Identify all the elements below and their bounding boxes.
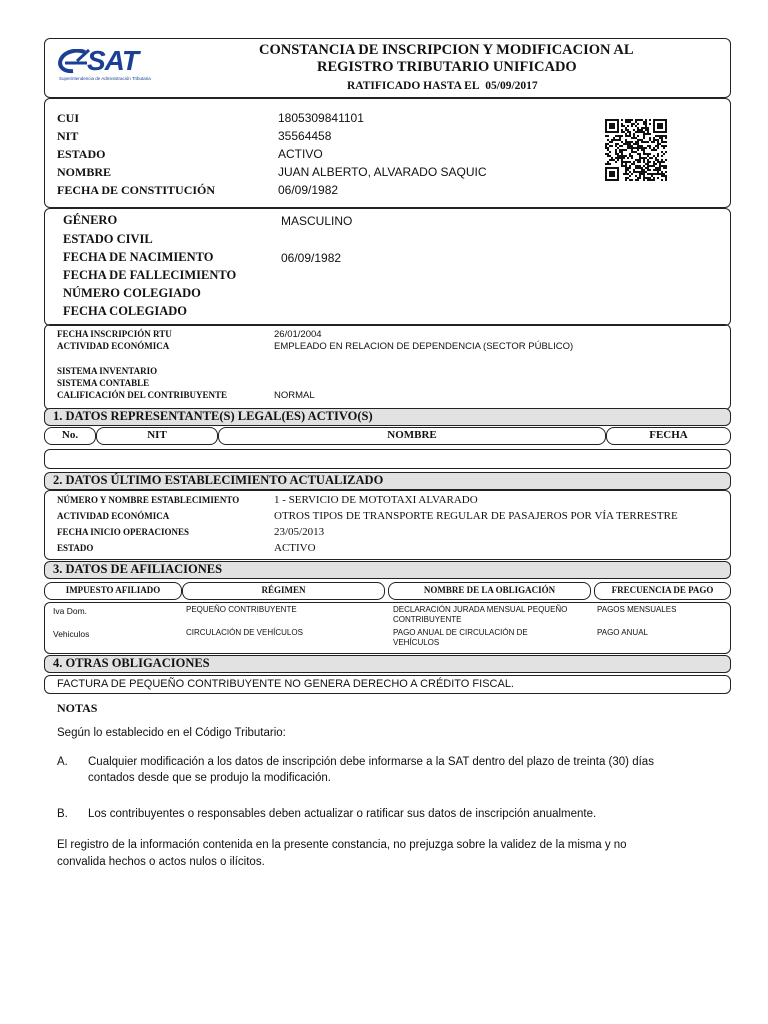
sat-logo-subtext: Superintendencia de Administración Tributaria — [59, 76, 151, 81]
section2-box — [44, 490, 731, 560]
section1-empty-row — [44, 449, 731, 469]
actividad-economica-est-label: ACTIVIDAD ECONÓMICA — [57, 511, 170, 521]
estado-est-value: ACTIVO — [274, 542, 316, 554]
calificacion-label: CALIFICACIÓN DEL CONTRIBUYENTE — [57, 390, 228, 400]
sat-logo — [57, 43, 175, 83]
genero-value: MASCULINO — [281, 214, 353, 228]
fecha-inicio-operaciones-value: 23/05/2013 — [274, 526, 325, 538]
obligacion-cell: PAGO ANUAL DE CIRCULACIÓN DE — [393, 628, 528, 637]
fecha-constitucion-value: 06/09/1982 — [278, 183, 339, 197]
section2-title: 2. DATOS ÚLTIMO ESTABLECIMIENTO ACTUALIZADO — [53, 473, 384, 487]
nit-value: 35564458 — [278, 129, 332, 143]
fecha-inscripcion-rtu-label: FECHA INSCRIPCIÓN RTU — [57, 329, 172, 339]
actividad-economica-label: ACTIVIDAD ECONÓMICA — [57, 341, 170, 351]
col-nombre: NOMBRE — [218, 427, 606, 445]
section4-title: 4. OTRAS OBLIGACIONES — [53, 656, 210, 670]
ratificado-hasta — [347, 80, 538, 92]
notes-final-line1: El registro de la información contenida en la presente constancia, no prejuzga sobre la validez de la misma y no — [57, 839, 627, 851]
note-a-line2: contados desde que se produjo la modificación. — [88, 772, 331, 784]
col-frecuencia-pago: FRECUENCIA DE PAGO — [594, 582, 731, 600]
obligacion-cell-line2: VEHÍCULOS — [393, 638, 440, 647]
section3-title: 3. DATOS DE AFILIACIONES — [53, 562, 223, 576]
establecimiento-value: 1 - SERVICIO DE MOTOTAXI ALVARADO — [274, 494, 478, 506]
actividad-economica-est-value: OTROS TIPOS DE TRANSPORTE REGULAR DE PASAJEROS POR VÍA TERRESTRE — [274, 510, 678, 522]
identity-box — [44, 98, 731, 208]
ratificado-label: RATIFICADO HASTA EL — [347, 80, 480, 92]
fecha-nacimiento-label: FECHA DE NACIMIENTO — [63, 250, 214, 264]
fecha-inicio-operaciones-label: FECHA INICIO OPERACIONES — [57, 527, 190, 537]
estado-est-label: ESTADO — [57, 543, 94, 553]
sat-logo-text: SAT — [87, 45, 138, 76]
section1-title-bar — [44, 408, 731, 426]
regimen-cell: PEQUEÑO CONTRIBUYENTE — [186, 605, 297, 614]
obligacion-cell: DECLARACIÓN JURADA MENSUAL PEQUEÑO — [393, 605, 568, 614]
genero-label: GÉNERO — [63, 213, 118, 227]
note-a-line1: Cualquier modificación a los datos de inscripción debe informarse a la SAT dentro del plazo de treinta (30) días — [88, 756, 654, 768]
frecuencia-cell: PAGO ANUAL — [597, 628, 648, 637]
fecha-fallecimiento-label: FECHA DE FALLECIMIENTO — [63, 268, 237, 282]
estado-civil-label: ESTADO CIVIL — [63, 232, 153, 246]
frecuencia-cell: PAGOS MENSUALES — [597, 605, 677, 614]
fecha-inscripcion-rtu-value: 26/01/2004 — [274, 329, 322, 340]
calificacion-value: NORMAL — [274, 390, 315, 401]
establecimiento-label: NÚMERO Y NOMBRE ESTABLECIMIENTO — [57, 495, 240, 505]
col-fecha: FECHA — [606, 427, 731, 445]
col-impuesto-afiliado: IMPUESTO AFILIADO — [44, 582, 182, 600]
col-regimen: RÉGIMEN — [182, 582, 385, 600]
impuesto-cell: Iva Dom. — [53, 606, 88, 616]
sistema-inventario-label: SISTEMA INVENTARIO — [57, 366, 158, 376]
notes-title: NOTAS — [57, 701, 98, 715]
obligacion-cell-line2: CONTRIBUYENTE — [393, 615, 462, 624]
section3-table — [44, 602, 731, 654]
cui-value: 1805309841101 — [278, 111, 364, 125]
note-a-letter: A. — [57, 756, 68, 768]
note-b-text: Los contribuyentes o responsables deben actualizar o ratificar sus datos de inscripción anualmente. — [88, 808, 597, 820]
estado-value: ACTIVO — [278, 147, 323, 161]
section3-title-bar — [44, 561, 731, 579]
section2-title-bar — [44, 472, 731, 490]
header-box — [44, 38, 731, 98]
cui-label: CUI — [57, 111, 80, 125]
nombre-value: JUAN ALBERTO, ALVARADO SAQUIC — [278, 165, 487, 179]
impuesto-cell: Vehiculos — [53, 629, 90, 639]
sistema-contable-label: SISTEMA CONTABLE — [57, 378, 150, 388]
nombre-label: NOMBRE — [57, 165, 111, 179]
fecha-constitucion-label: FECHA DE CONSTITUCIÓN — [57, 183, 216, 197]
fecha-nacimiento-value: 06/09/1982 — [281, 251, 342, 265]
personal-box — [44, 208, 731, 326]
notes-intro: Según lo establecido en el Código Tributario: — [57, 727, 286, 739]
section4-box — [44, 675, 731, 694]
otras-obligaciones-text: FACTURA DE PEQUEÑO CONTRIBUYENTE NO GENERA DERECHO A CRÉDITO FISCAL. — [57, 678, 514, 690]
notes-final-line2: convalida hechos o actos nulos o ilícitos. — [57, 856, 265, 868]
col-nombre-obligacion: NOMBRE DE LA OBLIGACIÓN — [388, 582, 591, 600]
section1-title: 1. DATOS REPRESENTANTE(S) LEGAL(ES) ACTIVO(S) — [53, 409, 373, 423]
regimen-cell: CIRCULACIÓN DE VEHÍCULOS — [186, 628, 303, 637]
sat-logo-icon — [57, 49, 91, 75]
actividad-economica-value: EMPLEADO EN RELACION DE DEPENDENCIA (SECTOR PÚBLICO) — [274, 341, 574, 352]
note-b-letter: B. — [57, 808, 68, 820]
section4-title-bar — [44, 655, 731, 673]
fecha-colegiado-label: FECHA COLEGIADO — [63, 304, 187, 318]
qr-code-icon — [605, 119, 667, 181]
nit-label: NIT — [57, 129, 79, 143]
col-no: No. — [44, 427, 96, 445]
col-nit: NIT — [96, 427, 218, 445]
numero-colegiado-label: NÚMERO COLEGIADO — [63, 286, 201, 300]
rtu-box — [44, 324, 731, 410]
ratificado-date: 05/09/2017 — [485, 80, 538, 92]
document-title-line1: CONSTANCIA DE INSCRIPCION Y MODIFICACION AL — [259, 42, 634, 58]
document-title-line2: REGISTRO TRIBUTARIO UNIFICADO — [317, 59, 577, 75]
estado-label: ESTADO — [57, 147, 106, 161]
